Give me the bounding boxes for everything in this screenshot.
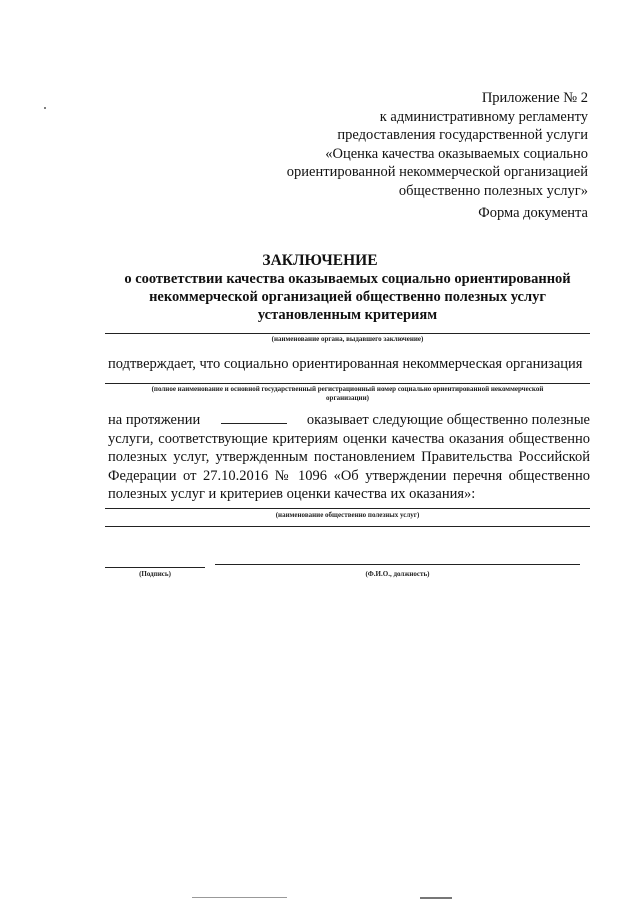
subtitle-line-3: установленным критериям [257,307,438,323]
confirms-text: подтверждает, что социально ориентированная некоммерческая организация [108,356,583,372]
paragraph-first-line [108,411,590,430]
appendix-line-5: ориентированной некоммерческой организацией [286,164,588,180]
paragraph-word-on: на протяжении [108,412,201,428]
appendix-line-6: общественно полезных услуг» [398,182,588,199]
org-name-caption [105,385,590,403]
issuing-body-caption: (наименование органа, выдавшего заключение) [271,335,424,343]
document-subtitle [105,270,590,324]
document-title: ЗАКЛЮЧЕНИЕ [262,252,378,269]
form-label: Форма документа [478,205,588,221]
subtitle-line-1: о соответствии качества оказываемых социально ориентированной [124,271,571,287]
signature-line [105,567,205,568]
org-name-line [105,383,590,384]
signature-caption: (Подпись) [139,570,171,578]
subtitle-line-2: некоммерческой организацией общественно полезных услуг [149,289,546,305]
org-name-caption-line-2: организации) [326,394,369,402]
appendix-line-2: к административному регламенту [379,108,588,125]
appendix-header [258,89,588,200]
scan-artifact-right [420,897,452,899]
paragraph-rest: услуги, соответствующие критериям оценки качества оказания общественно полезных услуг, утвержденным постановлением Правительства Российской Федерации от 27.10.2016 № 1096 «Об утверждении перечня общественно полезных услуг и критериев оценки качества их оказания»: [108,430,590,503]
services-paragraph [108,411,590,504]
org-name-caption-line-1: (полное наименование и основной государственный регистрационный номер социально ориентированной некоммерческой [151,385,544,393]
service-name-caption: (наименование общественно полезных услуг) [275,511,420,519]
name-position-caption: (Ф.И.О., должность) [365,570,430,578]
paragraph-word-provides: оказывает следующие общественно полезные [306,412,590,428]
appendix-line-3: предоставления государственной услуги [337,127,588,143]
appendix-line-4: «Оценка качества оказываемых социально [325,145,588,162]
appendix-number: Приложение № 2 [481,90,588,106]
scan-artifact-left [192,897,287,898]
service-name-line-1 [105,508,590,509]
name-position-line [215,564,580,565]
period-blank [221,411,287,424]
service-name-line-2 [105,526,590,527]
scan-speck [44,107,46,109]
issuing-body-line [105,333,590,334]
